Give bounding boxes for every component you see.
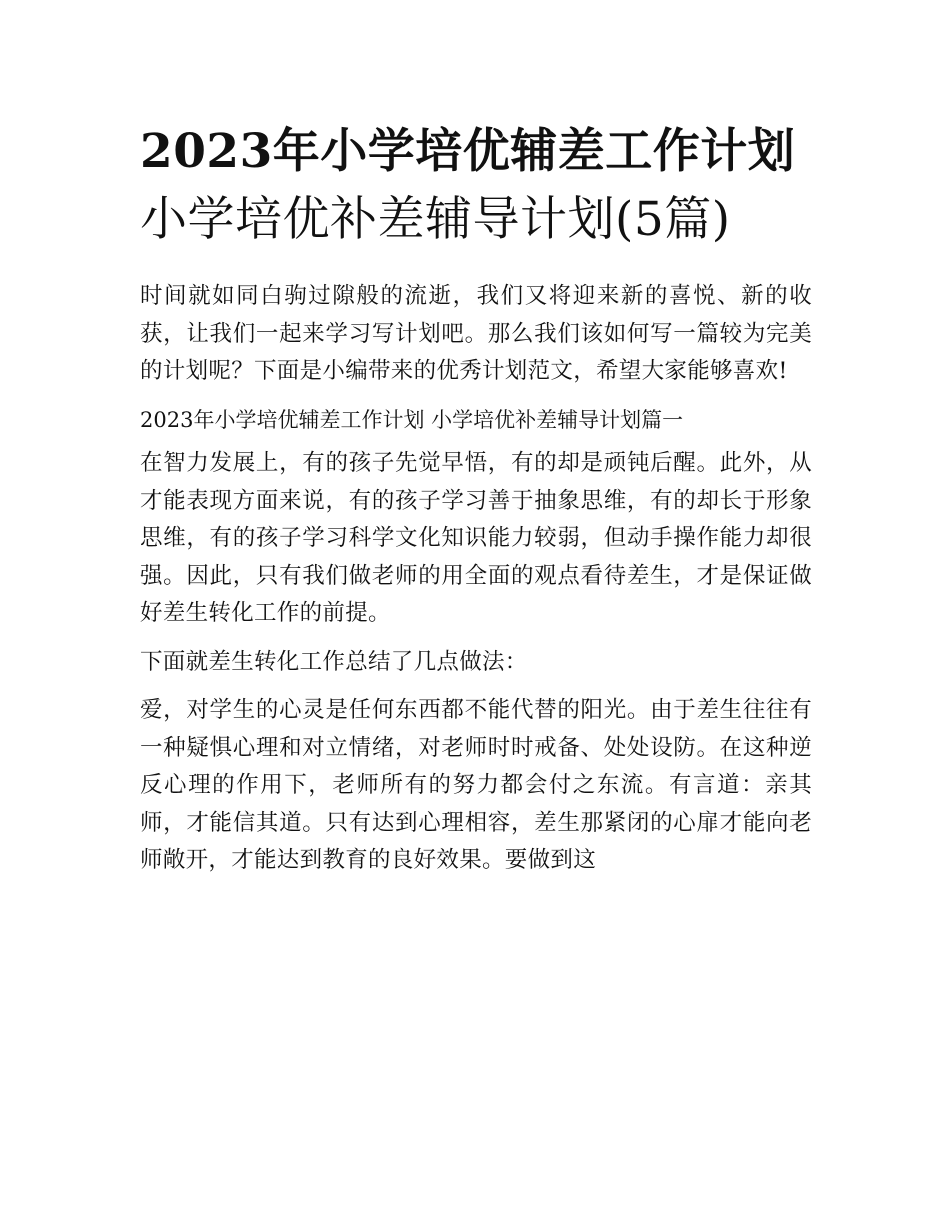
body-paragraph-1: 在智力发展上，有的孩子先觉早悟，有的却是顽钝后醒。此外，从才能表现方面来说，有的孩子学习善于抽象思维，有的却长于形象思维，有的孩子学习科学文化知识能力较弱，但动手操作能力却很强。因此，只有我们做老师的用全面的观点看待差生，才是保证做好差生转化工作的前提。: [140, 450, 812, 626]
document-title: [140, 118, 812, 254]
body-paragraph-2: 下面就差生转化工作总结了几点做法：: [140, 648, 528, 675]
title-line-1: 2023年小学培优辅差工作计划: [140, 124, 796, 179]
title-line-2: 小学培优补差辅导计划(5篇): [140, 192, 731, 247]
intro-paragraph: 时间就如同白驹过隙般的流逝，我们又将迎来新的喜悦、新的收获，让我们一起来学习写计划吧。那么我们该如何写一篇较为完美的计划呢？下面是小编带来的优秀计划范文，希望大家能够喜欢!: [140, 283, 812, 384]
body-paragraph-3: 爱，对学生的心灵是任何东西都不能代替的阳光。由于差生往往有一种疑惧心理和对立情绪，对老师时时戒备、处处设防。在这种逆反心理的作用下，老师所有的努力都会付之东流。有言道：亲其师，才能信其道。只有达到心理相容，差生那紧闭的心扉才能向老师敞开，才能达到教育的良好效果。要做到这: [140, 697, 812, 873]
document-page: [140, 118, 812, 891]
section-heading: 2023年小学培优辅差工作计划 小学培优补差辅导计划篇一: [140, 407, 684, 432]
